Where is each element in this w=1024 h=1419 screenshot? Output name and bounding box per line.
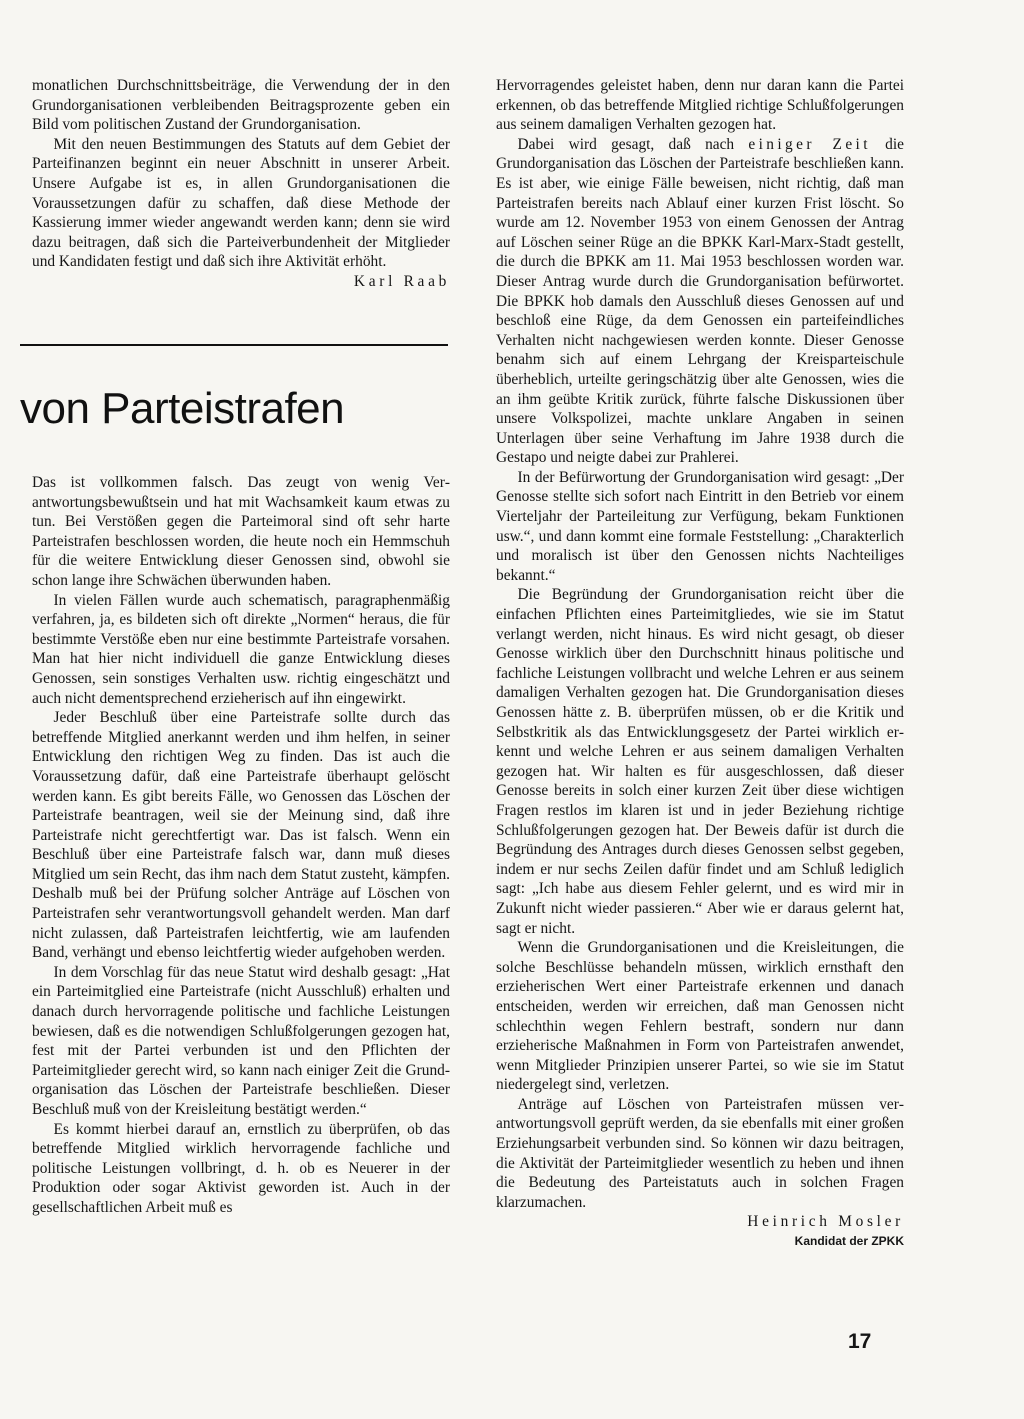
paragraph: Hervorragendes geleistet haben, denn nur daran kann die Partei erkennen, ob das betreffende Mitglied richtige Schlußfolgerungen aus seinem damaligen Verhalten gezogen hat. — [496, 77, 904, 134]
author-title: Kandidat der ZPKK — [794, 1234, 904, 1249]
paragraph: In vielen Fällen wurde auch schematisch, paragraphenmäßig verfahren, ja, es bildeten sich oft direkte „Normen“ heraus, die für bestimmte Verstöße eben nur eine bestimmte Parteistrafe vorsahen. Man hat hier nicht individuell die ganze Entwicklung dieses Genossen, sein sonstiges Verhalten usw. richtig eingeschätzt und auch nicht dementsprechend erzieherisch auf ihn eingewirkt. — [32, 591, 450, 707]
paragraph: monatlichen Durchschnittsbeiträge, die Verwendung der in den Grundorganisationen verbleibenden Beitragsprozente geben ein Bild vom politischen Zustand der Grundorganisation. — [32, 77, 450, 134]
author-signature: Karl Raab — [353, 272, 450, 290]
paragraph: In der Befürwortung der Grundorganisation wird gesagt: „Der Genosse stellte sich sofort nach Eintritt in den Betrieb vor einem Vierteljahr der Parteileitung zur Verfügung, bekam Funktionen usw.“, und dann kommt eine formale Feststellung: „Charakterlich und moralisch ist über den Genossen nichts Nachteiliges bekannt.“ — [496, 468, 904, 584]
text-run: die Grundorganisation das Löschen der Parteistrafe beschließen kann. Es ist aber, wie einige Fälle beweisen, nicht richtig, daß man Parteistrafen bereits nach Ablauf einer kurzen Frist löscht. So wurde am 12. November 1953 von einem Genossen der Antrag auf Löschen seiner Rüge an die BPKK Karl-Marx-Stadt gestellt, die durch die BPKK am 11. Mai 1953 beschlossen worden war. Dieser Antrag wurde durch die Grundorganisation befürwortet. Die BPKK hob damals den Ausschluß dieses Genossen auf und beschloß eine Rüge, da dem Genossen ein parteifeindliches Verhalten nicht nachgewiesen werden konnte. Dieser Genosse benahm sich auf einem Lehrgang der Kreisparteischule überheblich, urteilte geringschätzig über alte Genossen, wies die an ihm geübte Kritik zurück, führte falsche Diskussionen über unsere Volkspolizei, machte unklare Angaben in seinen Unterlagen über seine Verhaftung im Jahre 1938 durch die Gestapo und neigte dabei zur Prahlerei. — [496, 135, 904, 467]
author-signature: Heinrich Mosler — [747, 1213, 904, 1231]
paragraph: Wenn die Grundorganisationen und die Kreisleitungen, die solche Beschlüsse behandeln müssen, wirklich ernsthaft den erzieherischen Wert einer Parteistrafe erkennen und danach entscheiden, werden wir erreichen, daß man Genossen nicht schlechthin wegen Fehlern bestraft, sondern nur dann erzieherische Maßnahmen in Form von Parteistrafen anwendet, wenn Mitglieder Prinzipien unserer Partei, so wie sie im Statut niedergelegt sind, verletzen. — [496, 939, 904, 1094]
paragraph — [496, 135, 904, 468]
paragraph: Mit den neuen Bestimmungen des Statuts auf dem Gebiet der Parteifinanzen beginnt ein neuer Abschnitt in unserer Arbeit. Unsere Aufgabe ist es, in allen Grundorganisationen die Voraussetzungen dafür zu schaffen, daß diese Methode der Kassierung immer wieder angewandt werden kann; denn sie wird dazu beitragen, daß sich die Parteiverbundenheit der Mitglieder und Kandidaten festigt und daß sich ihre Aktivität erhöht. — [32, 135, 450, 271]
right-column — [496, 76, 904, 1252]
article-headline: von Parteistrafen — [20, 384, 345, 433]
left-column-top — [32, 76, 450, 292]
paragraph: Die Begründung der Grundorganisation reicht über die einfachen Pflichten eines Parteimitgliedes, wie sie im Statut verlangt werden, nicht hinaus. Es wird nicht gesagt, ob dieser Genosse wirklich über den Durchschnitt hinaus politische und fachliche Leistungen vollbracht und welche Lehren er aus seinem damaligen Verhalten gezogen hat. Die Grundorganisation dieses Genossen hätte z. B. überprüfen müssen, ob er die Kritik und Selbstkritik als das Entwicklungsgesetz der Partei wirklich erkennt und welche Lehren er aus seinem damaligen Verhalten gezogen hat. Wir halten es für ausgeschlossen, daß dieser Genosse bereits in solch einer kurzen Zeit über diese wichtigen Fragen restlos im klaren ist und in jeder Beziehung richtige Schlußfolgerungen gezogen hat. Der Beweis dafür ist durch die Begründung des Antrages durch dieses Genossen selbst gegeben, indem er nur sechs Zeilen dafür findet und am Schluß lediglich sagt: „Ich habe aus diesem Fehler gelernt, und es wird mir in Zukunft nicht wieder passieren.“ Aber wie er daraus gelernt hat, sagt er nicht. — [496, 586, 904, 937]
paragraph: Es kommt hierbei darauf an, ernstlich zu überprüfen, ob das betreffende Mitglied wirklich hervorragende fachliche und politische Leistungen vollbringt, d. h. ob es Neuerer in der Produktion oder sogar Aktivist geworden ist. Auch in der gesellschaftlichen Arbeit muß es — [32, 1120, 450, 1216]
paragraph: Das ist vollkommen falsch. Das zeugt von wenig Verantwortungsbewußtsein und hat mit Wachsamkeit kaum etwas zu tun. Bei Verstößen gegen die Parteimoral sind oft sehr harte Parteistrafen beschlossen worden, die heute noch ein Hemmschuh für die weitere Entwicklung dieser Genossen sind, obwohl sie schon lange ihre Schwächen überwunden haben. — [32, 474, 450, 589]
section-divider — [20, 344, 448, 346]
page-number: 17 — [848, 1330, 872, 1353]
left-column-bottom — [32, 473, 450, 1218]
emphasized-text: einiger Zeit — [748, 135, 871, 153]
text-run: Dabei wird gesagt, daß nach — [517, 135, 749, 153]
paragraph: Anträge auf Löschen von Parteistrafen müssen verantwortungsvoll geprüft werden, da sie ebenfalls mit einer großen Erziehungsarbeit verbunden sind. So können wir dazu beitragen, die Aktivität der Parteimitglieder wesentlich zu heben und ihnen die Bedeutung des Parteistatuts auch in solchen Fragen klarzumachen. — [496, 1095, 904, 1211]
paragraph: In dem Vorschlag für das neue Statut wird deshalb gesagt: „Hat ein Parteimitglied eine Parteistrafe (nicht Ausschluß) erhalten und danach durch hervorragende politische und fachliche Leistungen bewiesen, daß es die notwendigen Schlußfolgerungen gezogen hat, fest mit der Partei verbunden ist und den Pflichten der Parteimitglieder gerecht wird, so kann nach einiger Zeit die Grundorganisation das Löschen der Parteistrafe beschließen. Dieser Beschluß muß von der Kreisleitung bestätigt werden.“ — [32, 963, 450, 1118]
paragraph: Jeder Beschluß über eine Parteistrafe sollte durch das betreffende Mitglied anerkannt werden und ihm helfen, in seiner Entwicklung den richtigen Weg zu finden. Das ist auch die Voraussetzung dafür, daß eine Parteistrafe überhaupt gelöscht werden kann. Es gibt bereits Fälle, wo Genossen das Löschen der Parteistrafe beantragen, weil sie der Meinung sind, daß ihre Parteistrafe nicht gerechtfertigt war. Das ist falsch. Wenn ein Beschluß über eine Parteistrafe falsch war, dann muß dieses Mitglied um sein Recht, das ihm nach dem Statut zusteht, kämpfen. Deshalb muß bei der Prüfung solcher Anträge auf Löschen von Parteistrafen sehr verantwortungsvoll gehandelt werden. Man darf nicht zulassen, daß Parteistrafen leichtfertig, wie am laufenden Band, verhängt und ebenso leichtfertig wieder aufgehoben werden. — [32, 709, 450, 962]
